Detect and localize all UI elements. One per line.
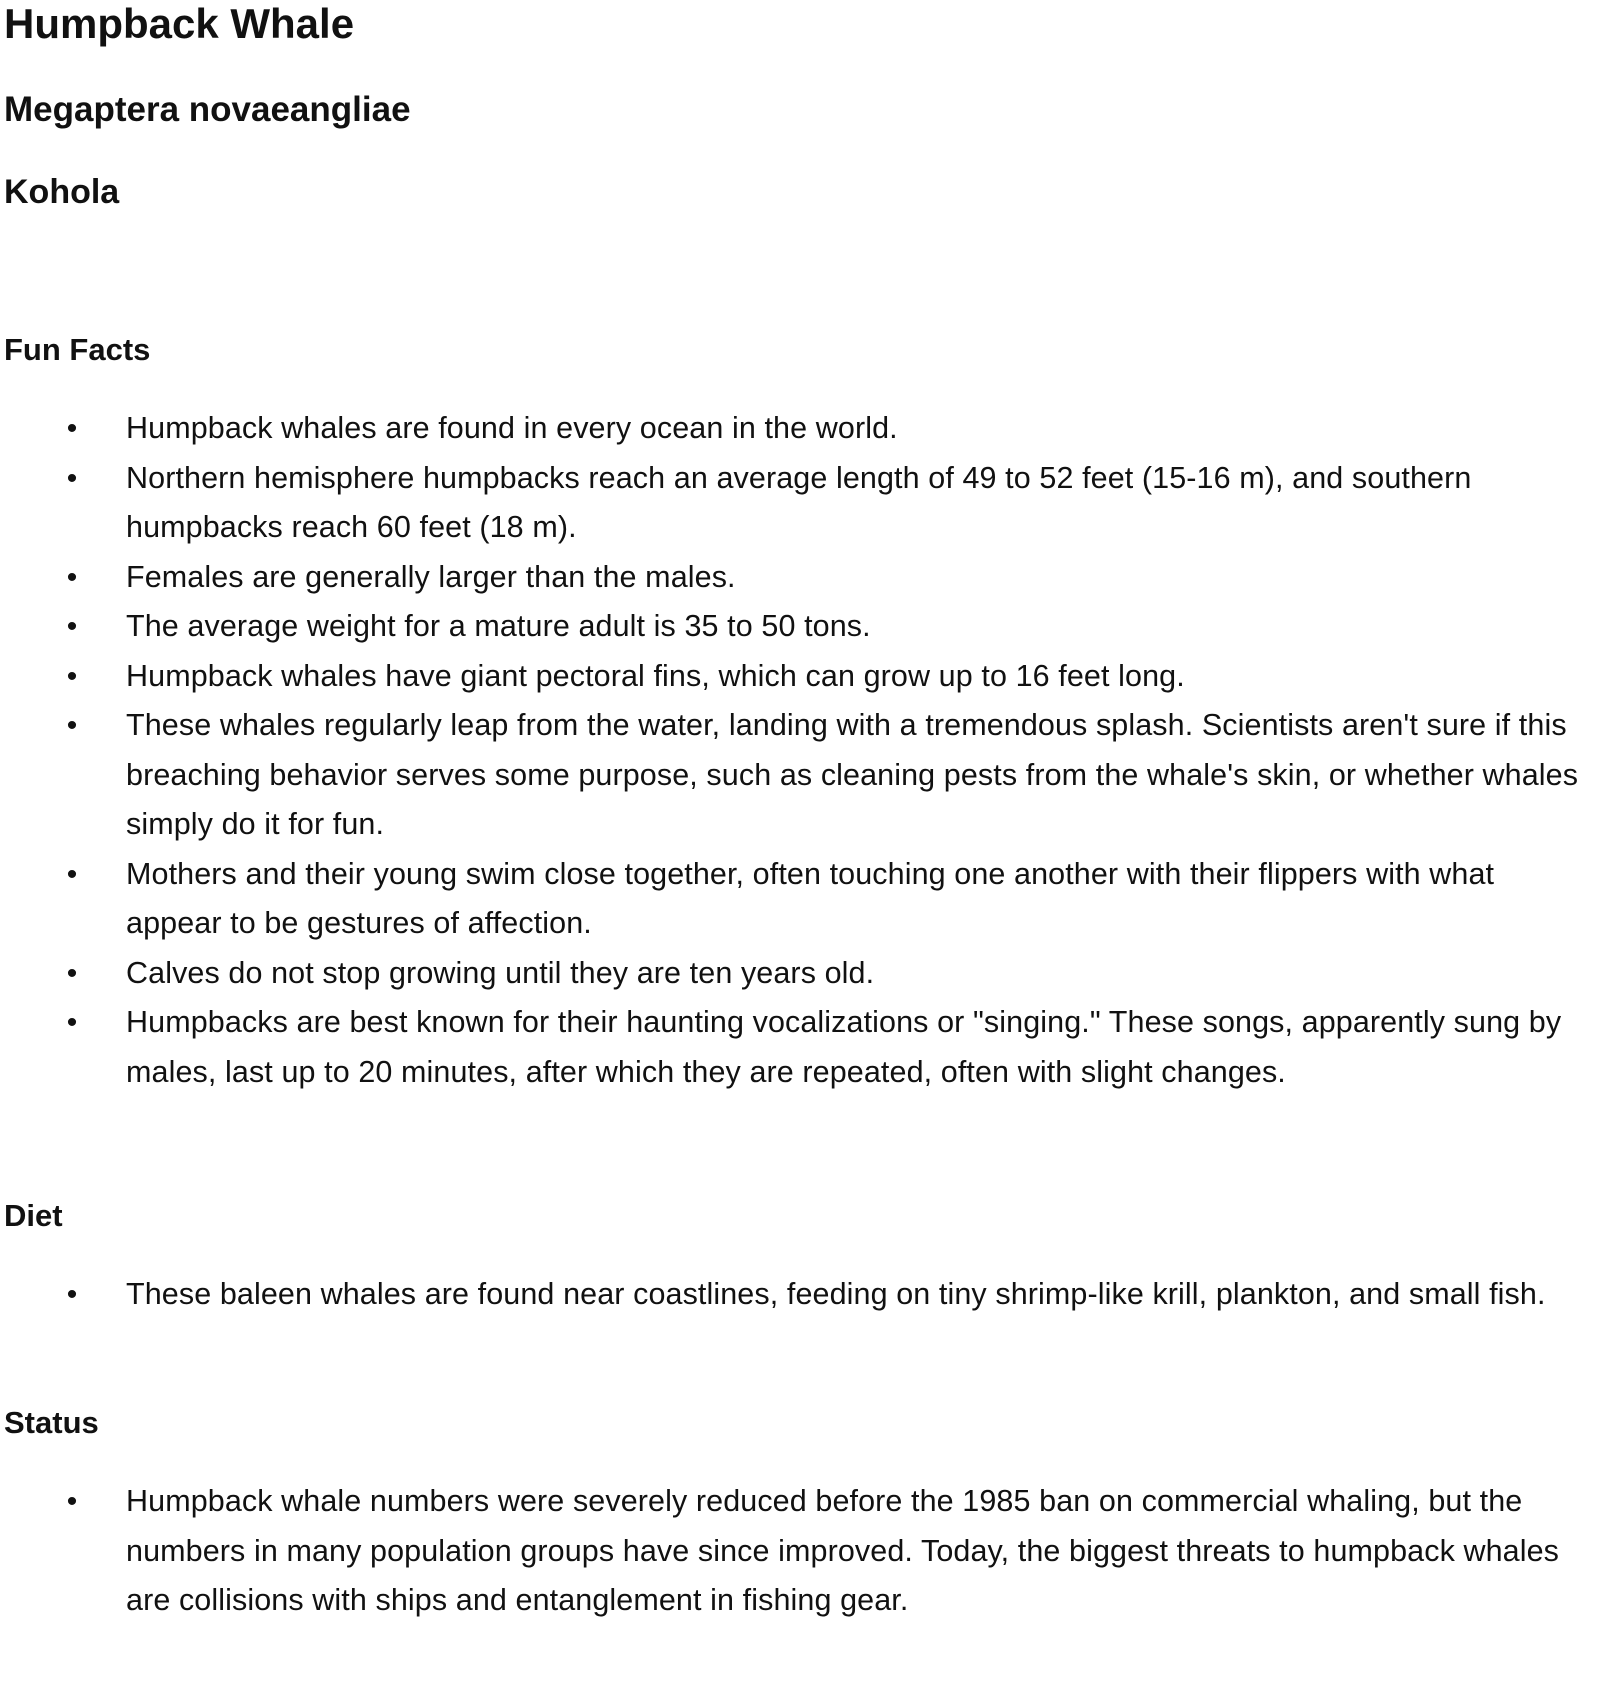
bullet-icon: • (66, 857, 78, 891)
bullet-icon: • (66, 956, 78, 990)
status-text: Humpback whale numbers were severely reduced before the 1985 ban on commercial whaling, but the numbers in many population groups have since improved. Today, the biggest threats to humpback whales are collisions with ships and entanglement in fishing gear. (126, 1484, 1560, 1617)
list-item (0, 553, 1600, 603)
list-item (0, 602, 1600, 652)
fun-fact-text: The average weight for a mature adult is 35 to 50 tons. (126, 609, 871, 643)
hawaiian-name: Kohola (4, 173, 120, 211)
list-item (0, 949, 1600, 999)
page-title: Humpback Whale (4, 0, 355, 47)
fun-facts-list (0, 404, 1600, 1097)
fun-fact-text: Females are generally larger than the males. (126, 559, 736, 594)
fun-fact-text: Calves do not stop growing until they are ten years old. (126, 955, 875, 990)
bullet-icon: • (66, 412, 78, 445)
bullet-icon: • (66, 709, 78, 742)
list-item (0, 404, 1600, 454)
bullet-icon: • (66, 560, 78, 594)
list-item (0, 1477, 1600, 1626)
list-item (0, 850, 1600, 949)
fun-fact-text: Humpbacks are best known for their haunting vocalizations or "singing." These songs, apparently sung by males, last up to 20 minutes, after which they are repeated, often with slight changes. (126, 1005, 1562, 1089)
scientific-name: Megaptera novaeangliae (4, 90, 411, 129)
list-item (0, 998, 1600, 1097)
list-item (0, 454, 1600, 553)
diet-text: These baleen whales are found near coastlines, feeding on tiny shrimp-like krill, plankton, and small fish. (126, 1277, 1546, 1311)
list-item (0, 652, 1600, 702)
bullet-icon: • (66, 1278, 78, 1311)
status-list (0, 1477, 1600, 1626)
diet-list (0, 1270, 1600, 1320)
fun-facts-heading: Fun Facts (4, 332, 151, 367)
bullet-icon: • (66, 1006, 78, 1039)
bullet-icon: • (66, 659, 78, 693)
bullet-icon: • (66, 1485, 78, 1518)
fun-fact-text: Humpback whales are found in every ocean in the world. (126, 411, 898, 445)
fun-fact-text: Humpback whales have giant pectoral fins, which can grow up to 16 feet long. (126, 658, 1185, 693)
fun-fact-text: Northern hemisphere humpbacks reach an average length of 49 to 52 feet (15-16 m), and southern humpbacks reach 60 feet (18 m). (126, 460, 1472, 544)
diet-heading: Diet (4, 1198, 63, 1233)
bullet-icon: • (66, 461, 78, 495)
bullet-icon: • (66, 610, 78, 643)
fun-fact-text: Mothers and their young swim close together, often touching one another with their flippers with what appear to be gestures of affection. (126, 856, 1495, 940)
fun-fact-text: These whales regularly leap from the water, landing with a tremendous splash. Scientists aren't sure if this breaching behavior serves some purpose, such as cleaning pests from the whale's skin, or whether whales simply do it for fun. (126, 708, 1579, 841)
list-item (0, 701, 1600, 850)
status-heading: Status (4, 1405, 99, 1440)
list-item (0, 1270, 1600, 1320)
